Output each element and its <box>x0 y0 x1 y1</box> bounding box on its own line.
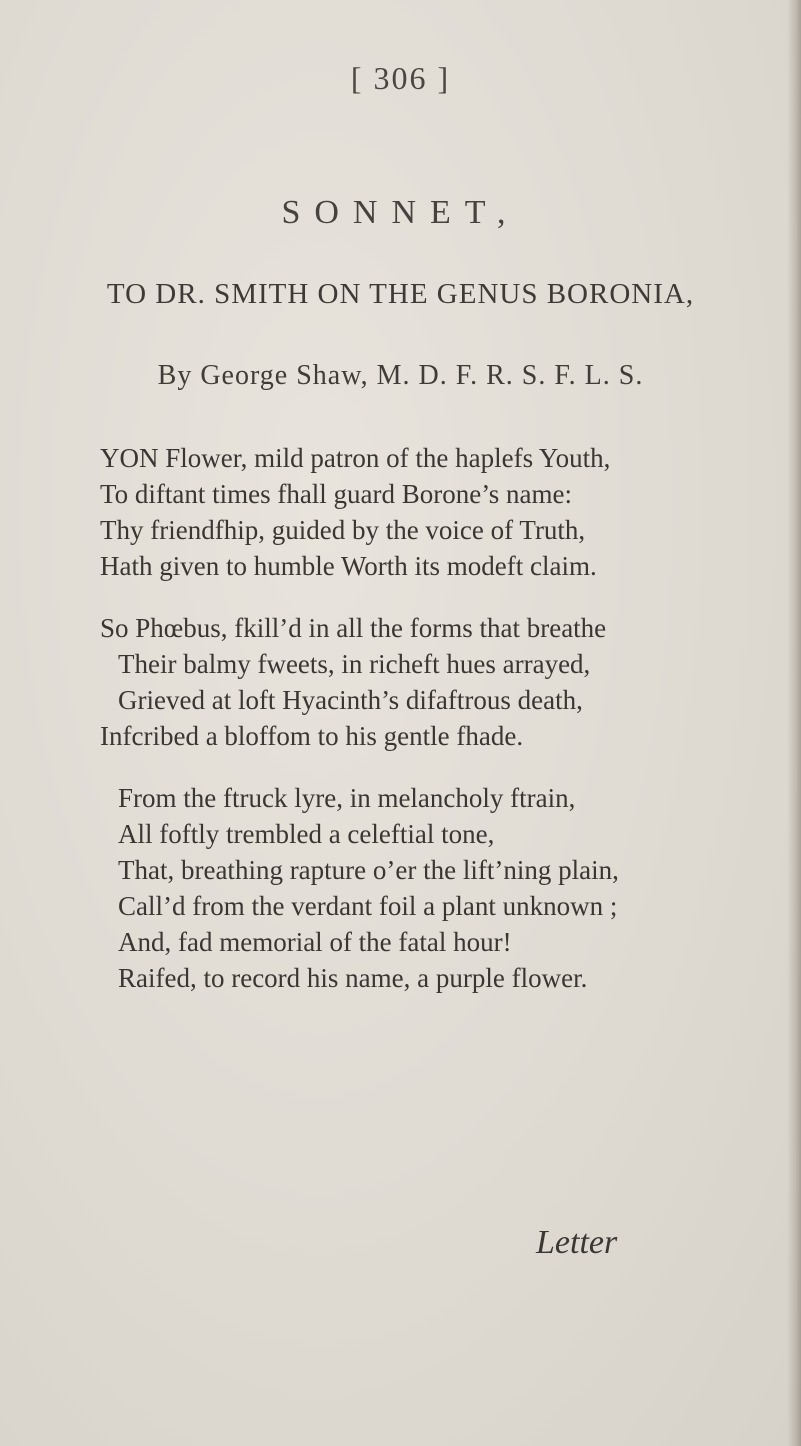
verse-line: Grieved at loft Hyacinth’s difaftrous death, <box>118 685 583 715</box>
stanza-1 <box>100 440 780 584</box>
verse-line: So Phœbus, fkill’d in all the forms that breathe <box>100 613 607 643</box>
verse-line: From the ftruck lyre, in melancholy ftrain, <box>118 783 576 813</box>
author-byline: By George Shaw, M. D. F. R. S. F. L. S. <box>157 360 644 391</box>
catchword: Letter <box>536 1224 618 1261</box>
verse-line: Their balmy fweets, in richeft hues arrayed, <box>118 649 591 679</box>
stanza-3 <box>100 780 780 996</box>
verse-line: YON Flower, mild patron of the haplefs Youth, <box>100 443 611 473</box>
page-number: [ 306 ] <box>350 60 451 96</box>
dedication-subtitle: TO DR. SMITH ON THE GENUS BORONIA, <box>106 278 695 310</box>
verse-line: That, breathing rapture o’er the lift’ning plain, <box>118 855 619 885</box>
verse-line: To diftant times fhall guard Borone’s name: <box>100 479 572 509</box>
verse-line: Call’d from the verdant foil a plant unknown ; <box>118 891 618 921</box>
stanza-2 <box>100 610 780 754</box>
verse-line: Raifed, to record his name, a purple flower. <box>118 963 588 993</box>
verse-line: Hath given to humble Worth its modeft claim. <box>100 551 597 581</box>
verse-line: Infcribed a bloffom to his gentle fhade. <box>100 721 524 751</box>
verse-line: Thy friendfhip, guided by the voice of Truth, <box>100 515 586 545</box>
verse-line: All foftly trembled a celeftial tone, <box>118 819 495 849</box>
verse-line: And, fad memorial of the fatal hour! <box>118 927 512 957</box>
sonnet-heading: SONNET, <box>281 194 520 231</box>
